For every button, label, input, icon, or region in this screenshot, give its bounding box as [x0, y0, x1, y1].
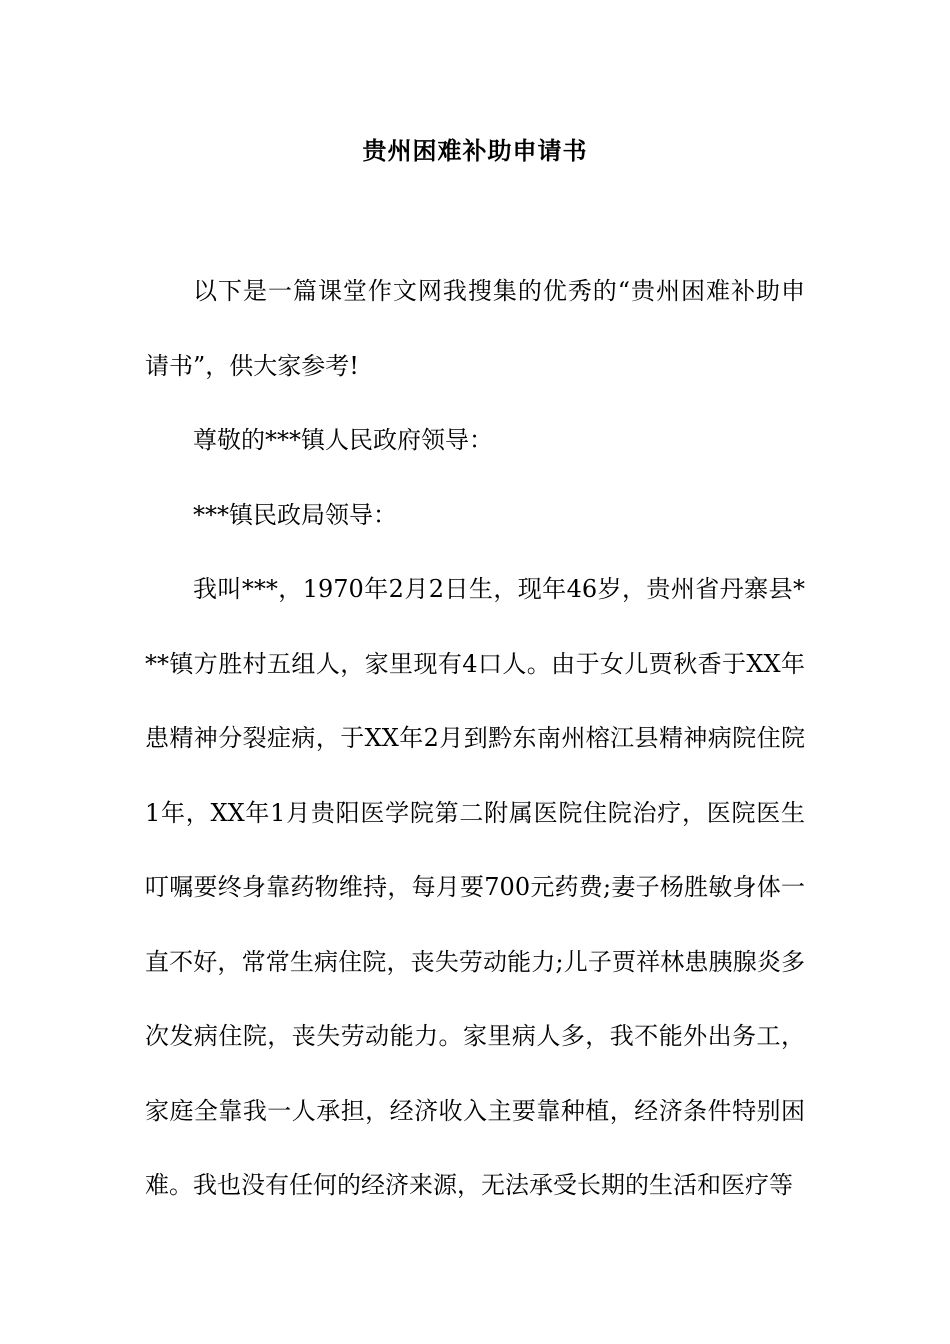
document-body	[145, 254, 805, 1223]
paragraph-salutation-government: 尊敬的***镇人民政府领导：	[193, 426, 493, 454]
paragraph-main-content: 我叫***，1970年2月2日生，现年46岁，贵州省丹寨县***镇方胜村五组人，家里现有4口人。由于女儿贾秋香于XX年患精神分裂症病，于XX年2月到黔东南州榕江县精神病院住院1年，XX年1月贵阳医学院第二附属医院住院治疗，医院医生叮嘱要终身靠药物维持，每月要700元药费;妻子杨胜敏身体一直不好，常常生病住院，丧失劳动能力;儿子贾祥林患胰腺炎多次发病住院，丧失劳动能力。家里病人多，我不能外出务工，家庭全靠我一人承担，经济收入主要靠种植，经济条件特别困难。我也没有任何的经济来源，无法承受长期的生活和医疗等	[145, 575, 805, 1199]
document-title: 贵州困难补助申请书	[362, 136, 588, 165]
paragraph-salutation-civil-affairs: ***镇民政局领导：	[193, 500, 397, 529]
paragraph-intro: 以下是一篇课堂作文网我搜集的优秀的“贵州困难补助申请书”，供大家参考!	[145, 277, 805, 380]
